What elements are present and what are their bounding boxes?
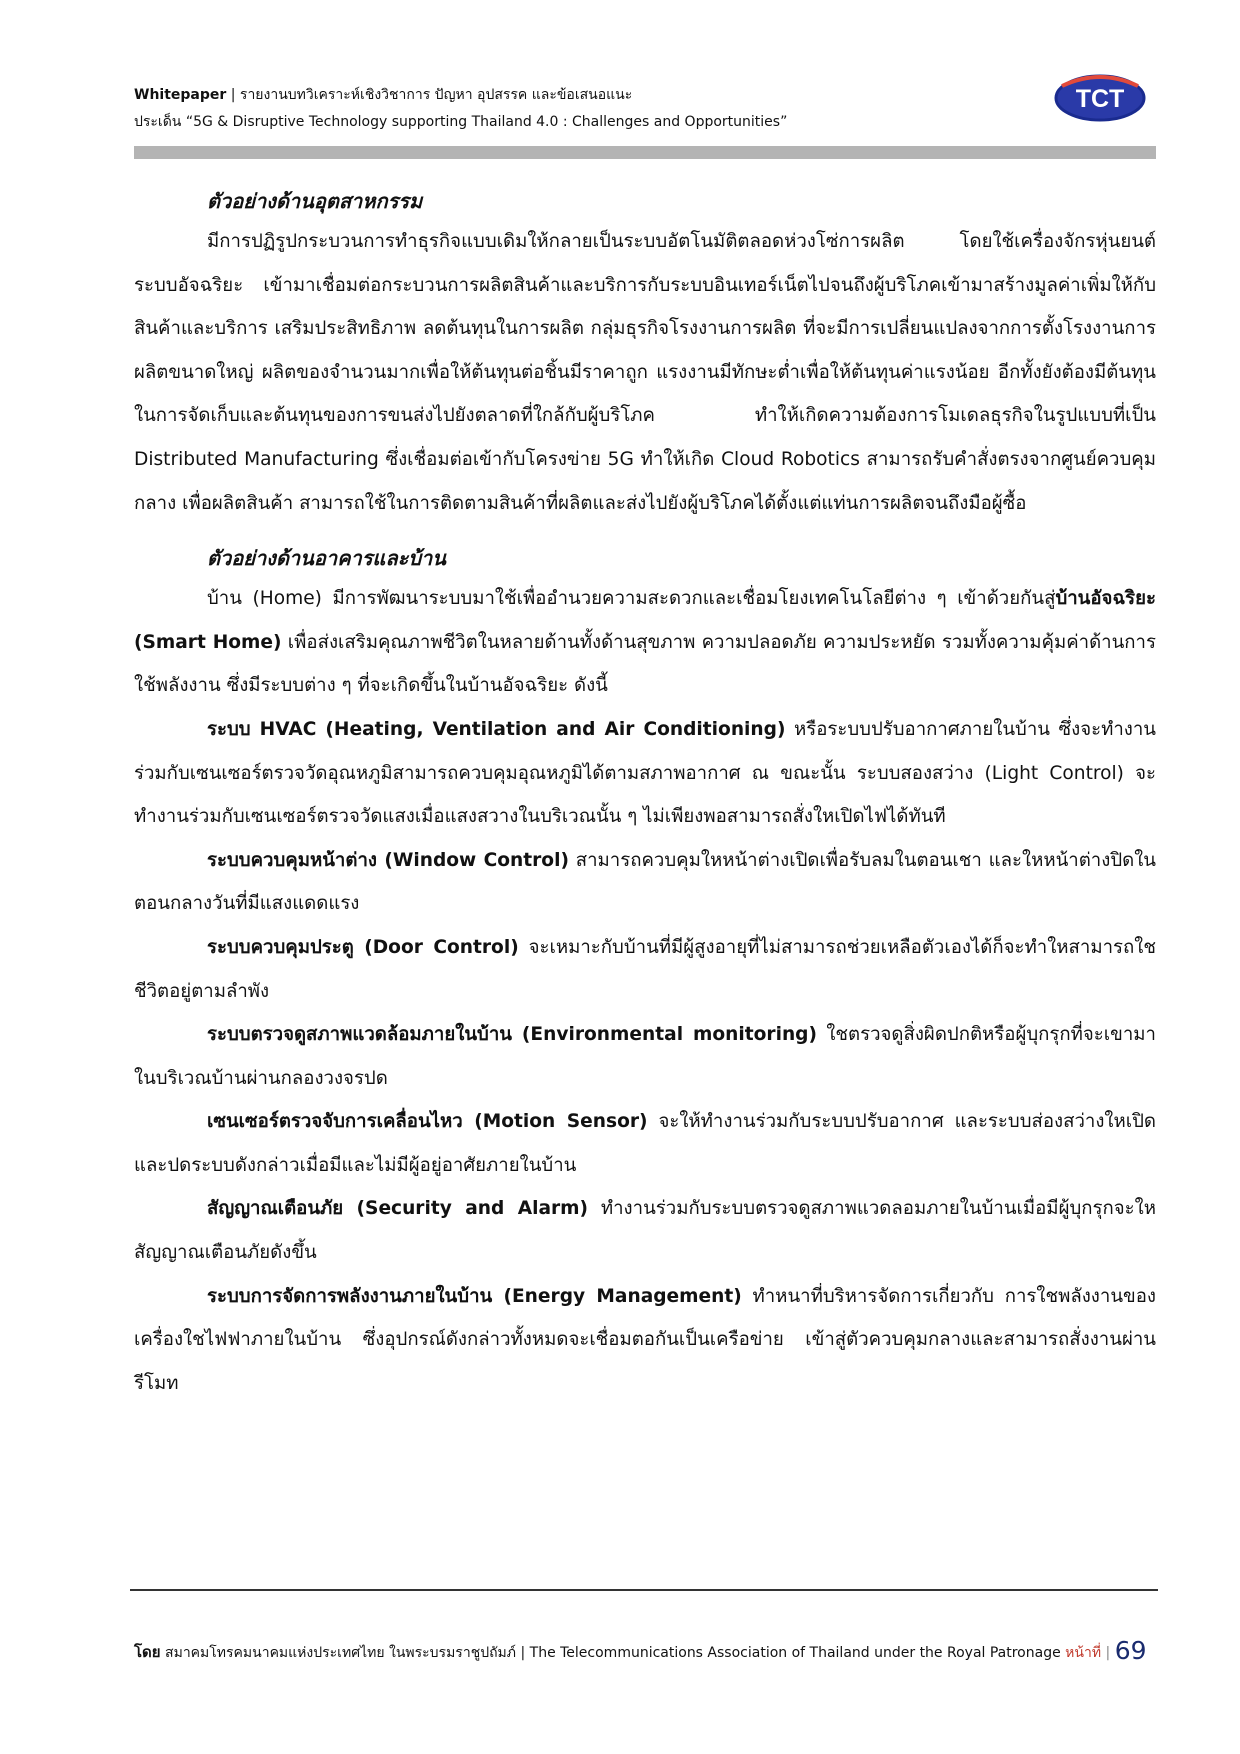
header-topic: ประเด็น “5G & Disruptive Technology supporting Thailand 4.0 : Challenges and Opportunities” bbox=[134, 114, 788, 130]
section-title-industry: ตัวอย่างด้านอุตสาหกรรม bbox=[207, 189, 423, 213]
item-term: ระบบควบคุมประตู (Door Control) bbox=[207, 936, 519, 958]
tct-logo bbox=[1052, 72, 1148, 124]
footer-page-label: หน้าที่ bbox=[1065, 1645, 1102, 1661]
section-title-building: ตัวอย่างด้านอาคารและบ้าน bbox=[207, 546, 446, 571]
intro-bold: บ้านอัจฉริยะ (Smart Home) bbox=[134, 588, 1156, 653]
item-term: ระบบควบคุมหน้าต่าง (Window Control) bbox=[207, 849, 569, 871]
item-text: ทำหนาที่บริหารจัดการเกี่ยวกับ การใชพลังงานของเครื่องใชไฟฟาภายในบ้าน ซึ่งอุปกรณ์ดังกล่าวทั้งหมดจะเชื่อมตอกันเป็นเครือข่าย เข้าสู่ตัวควบคุมกลางและสามารถสั่งงานผ่านรีโมท bbox=[134, 1285, 1156, 1394]
footer-rule bbox=[130, 1589, 1158, 1591]
item-energy-management bbox=[134, 1275, 1156, 1406]
item-text: ทำงานร่วมกับระบบตรวจดูสภาพแวดลอมภายในบ้านเมื่อมีผู้บุกรุกจะใหสัญญาณเตือนภัยดังขึ้น bbox=[134, 1198, 1156, 1264]
intro-post: เพื่อส่งเสริมคุณภาพชีวิตในหลายด้านทั้งด้านสุขภาพ ความปลอดภัย ความประหยัด รวมทั้งความคุ้มค่าด้านการใช้พลังงาน ซึ่งมีระบบต่าง ๆ ที่จะเกิดขึ้นในบ้านอัจฉริยะ ดังนี้ bbox=[134, 631, 1156, 697]
header-divider: | bbox=[230, 87, 236, 103]
footer-by: โดย bbox=[134, 1643, 161, 1661]
item-text: จะเหมาะกับบ้านที่มีผู้สูงอายุที่ไม่สามารถช่วยเหลือตัวเองได้ก็จะทำใหสามารถใชชีวิตอยู่ตามลำพัง bbox=[134, 936, 1156, 1002]
header-brand: Whitepaper bbox=[134, 87, 227, 103]
header-title-line bbox=[134, 82, 1034, 109]
item-motion-sensor bbox=[134, 1100, 1156, 1187]
item-window-control bbox=[134, 839, 1156, 926]
item-text: ใชตรวจดูสิ่งผิดปกติหรือผู้บุกรุกที่จะเขามาในบริเวณบ้านผ่านกลองวงจรปด bbox=[134, 1024, 1156, 1089]
footer-divider: | bbox=[520, 1645, 526, 1661]
industry-paragraph: มีการปฏิรูปกระบวนการทำธุรกิจแบบเดิมให้กลายเป็นระบบอัตโนมัติตลอดห่วงโซ่การผลิต โดยใช้เครื่องจักรหุ่นยนต์ ระบบอัจฉริยะ เข้ามาเชื่อมต่อกระบวนการผลิตสินค้าและบริการกับระบบอินเทอร์เน็ตไปจนถึงผู้บริโภคเข้ามาสร้างมูลค่าเพิ่มให้กับสินค้าและบริการ เสริมประสิทธิภาพ ลดต้นทุนในการผลิต กลุ่มธุรกิจโรงงานการผลิต ที่จะมีการเปลี่ยนแปลงจากการตั้งโรงงานการผลิตขนาดใหญ่ ผลิตของจำนวนมากเพื่อให้ต้นทุนต่อชิ้นมีราคาถูก แรงงานมีทักษะต่ำเพื่อให้ต้นทุนค่าแรงน้อย อีกทั้งยังต้องมีต้นทุนในการจัดเก็บและต้นทุนของการขนส่งไปยังตลาดที่ใกล้กับผู้บริโภค ทำให้เกิดความต้องการโมเดลธุรกิจในรูปแบบที่เป็น Distributed Manufacturing ซึ่งเชื่อมต่อเข้ากับโครงข่าย 5G ทำให้เกิด Cloud Robotics สามารถรับคำสั่งตรงจากศูนย์ควบคุมกลาง เพื่อผลิตสินค้า สามารถใช้ในการติดตามสินค้าที่ผลิตและส่งไปยังผู้บริโภคได้ตั้งแต่แท่นการผลิตจนถึงมือผู้ซื้อ bbox=[134, 231, 1156, 514]
item-text: หรือระบบปรับอากาศภายในบ้าน ซึ่งจะทำงานร่วมกับเซนเซอร์ตรวจวัดอุณหภูมิสามารถควบคุมอุณหภูมิได้ตามสภาพอากาศ ณ ขณะนั้น ระบบสองสว่าง (Light Control) จะทำงานร่วมกับเซนเซอร์ตรวจวัดแสงเมื่อแสงสวางในบริเวณนั้น ๆ ไม่เพียงพอสามารถสั่งใหเปิดไฟได้ทันที bbox=[134, 718, 1157, 828]
item-term: เซนเซอร์ตรวจจับการเคลื่อนไหว (Motion Sensor) bbox=[207, 1111, 648, 1133]
item-term: ระบบ HVAC (Heating, Ventilation and Air Conditioning) bbox=[207, 718, 786, 740]
item-term: ระบบการจัดการพลังงานภายในบ้าน (Energy Management) bbox=[207, 1285, 742, 1307]
item-door-control bbox=[134, 926, 1156, 1013]
item-term: ระบบตรวจดูสภาพแวดล้อมภายในบ้าน (Environmental monitoring) bbox=[207, 1024, 817, 1046]
item-hvac bbox=[134, 708, 1156, 839]
page-footer bbox=[134, 1636, 1156, 1668]
item-security-alarm bbox=[134, 1187, 1156, 1274]
item-environmental-monitoring bbox=[134, 1013, 1156, 1100]
item-text: จะให้ทำงานร่วมกับระบบปรับอากาศ และระบบส่องสว่างใหเปิดและปดระบบดังกล่าวเมื่อมีและไม่มีผู้อยู่อาศัยภายในบ้าน bbox=[134, 1111, 1156, 1176]
logo-text: TCT bbox=[1075, 85, 1125, 113]
footer-org-en: The Telecommunications Association of Thailand under the Royal Patronage bbox=[529, 1645, 1061, 1661]
item-term: สัญญาณเตือนภัย (Security and Alarm) bbox=[207, 1198, 589, 1220]
page-header bbox=[134, 82, 1034, 136]
footer-org-th: สมาคมโทรคมนาคมแห่งประเทศไทย ในพระบรมราชูปถัมภ์ bbox=[165, 1645, 517, 1661]
page-number: 69 bbox=[1114, 1636, 1147, 1665]
header-subtitle: รายงานบทวิเคราะห์เชิงวิชาการ ปัญหา อุปสรรค และข้อเสนอแนะ bbox=[239, 87, 633, 103]
item-text: สามารถควบคุมใหหน้าต่างเปิดเพื่อรับลมในตอนเชา และใหหน้าต่างปิดในตอนกลางวันที่มีแสงแดดแรง bbox=[134, 849, 1156, 915]
smart-home-intro bbox=[134, 577, 1156, 708]
main-content bbox=[134, 182, 1156, 1405]
footer-page-divider: | bbox=[1105, 1645, 1111, 1661]
intro-pre: บ้าน (Home) มีการพัฒนาระบบมาใช้เพื่ออำนวยความสะดวกและเชื่อมโยงเทคโนโลยีต่าง ๆ เข้าด้วยกันสู่ bbox=[207, 588, 1056, 610]
header-bar bbox=[134, 146, 1156, 159]
